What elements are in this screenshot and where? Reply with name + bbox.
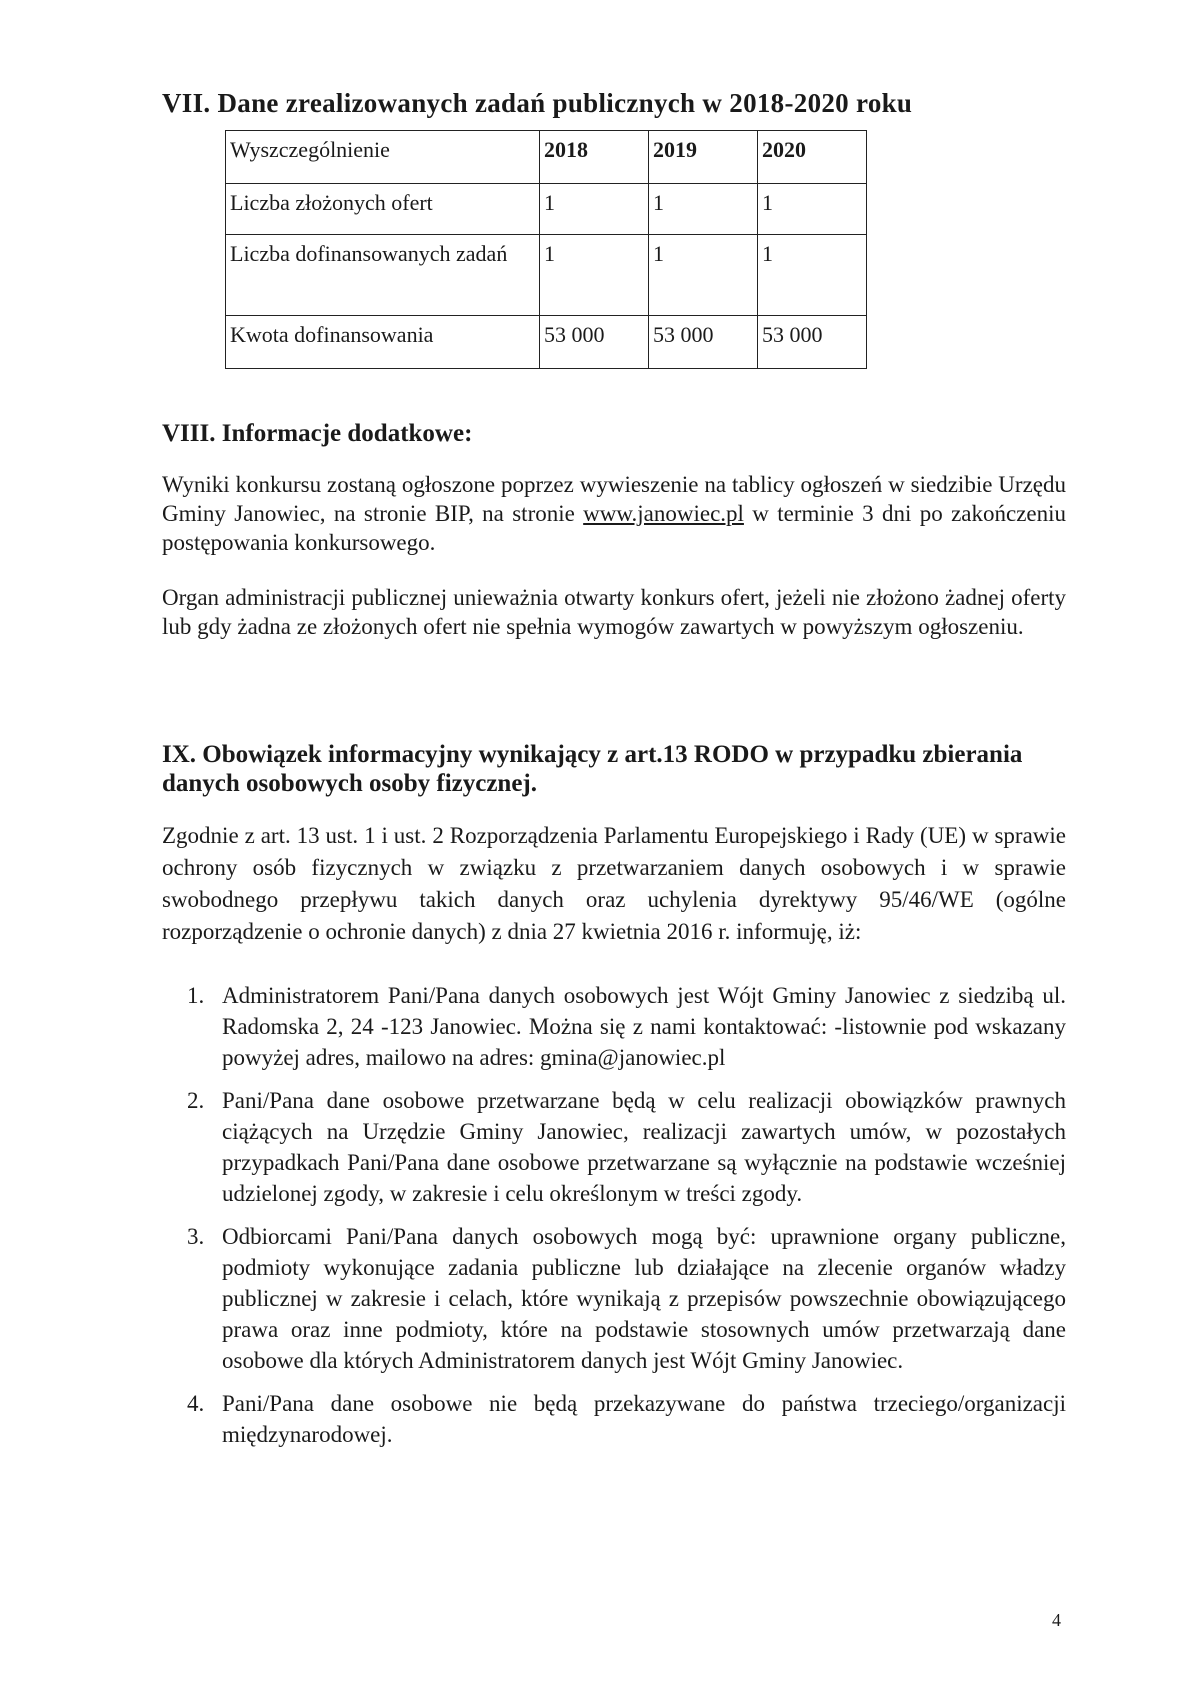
rodo-list — [162, 980, 1066, 1462]
table-cell: 53 000 — [758, 316, 867, 369]
list-item-text: Administratorem Pani/Pana danych osobowych jest Wójt Gminy Janowiec z siedzibą ul. Radomska 2, 24 -123 Janowiec. Można się z nami kontaktować: -listownie pod wskazany powyżej adres, mailowo na adres: gmina@janowiec.pl — [222, 983, 1066, 1070]
results-paragraph — [162, 470, 1066, 557]
results-text: Wyniki konkursu zostaną ogłoszone poprzez wywieszenie na tablicy ogłoszeń w siedzibie Urzędu Gminy Janowiec, na stronie BIP, na stronie — [162, 472, 1066, 526]
tasks-table — [225, 130, 867, 369]
list-item-number: 1. — [187, 983, 205, 1008]
table-row — [226, 235, 867, 316]
table-cell: 1 — [649, 235, 758, 316]
section-9-title: IX. Obowiązek informacyjny wynikający z art.13 RODO w przypadku zbierania danych osobowych osoby fizycznej. — [162, 741, 1023, 797]
table-header-cell: 2020 — [758, 131, 867, 184]
table-header-cell: 2019 — [649, 131, 758, 184]
list-item-text: Pani/Pana dane osobowe przetwarzane będą w celu realizacji obowiązków prawnych ciążących na Urzędzie Gminy Janowiec, realizacji zawartych umów, w pozostałych przypadkach Pani/Pana dane osobowe przetwarzane są wyłącznie na podstawie wcześniej udzielonej zgody, w zakresie i celu określonym w treści zgody. — [222, 1088, 1066, 1206]
list-item-number: 4. — [187, 1391, 205, 1416]
list-item — [162, 1085, 1066, 1209]
list-item — [162, 1388, 1066, 1450]
section-7-title: VII. Dane zrealizowanych zadań publicznych w 2018-2020 roku — [162, 88, 913, 118]
table-cell: 1 — [540, 235, 649, 316]
table-cell: 1 — [649, 184, 758, 235]
table-cell: 1 — [758, 235, 867, 316]
website-link[interactable]: www.janowiec.pl — [583, 501, 744, 526]
list-item — [162, 1221, 1066, 1376]
list-item-text: Odbiorcami Pani/Pana danych osobowych mogą być: uprawnione organy publiczne, podmioty wykonujące zadania publiczne lub działające na zlecenie organów władzy publicznej w zakresie i celach, które wynikają z przepisów powszechnie obowiązującego prawa oraz inne podmioty, które na podstawie stosownych umów przetwarzają dane osobowe dla których Administratorem danych jest Wójt Gminy Janowiec. — [222, 1224, 1066, 1373]
table-cell: 1 — [540, 184, 649, 235]
table-header-cell: Wyszczególnienie — [226, 131, 540, 184]
rodo-intro-paragraph: Zgodnie z art. 13 ust. 1 i ust. 2 Rozporządzenia Parlamentu Europejskiego i Rady (UE) w sprawie ochrony osób fizycznych w związku z przetwarzaniem danych osobowych i w sprawie swobodnego przepływu takich danych oraz uchylenia dyrektywy 95/46/WE (ogólne rozporządzenie o ochronie danych) z dnia 27 kwietnia 2016 r. informuję, iż: — [162, 823, 1066, 944]
list-item-text: Pani/Pana dane osobowe nie będą przekazywane do państwa trzeciego/organizacji międzynarodowej. — [222, 1391, 1066, 1447]
table-cell: Kwota dofinansowania — [226, 316, 540, 369]
table-cell: Liczba dofinansowanych zadań — [226, 235, 540, 316]
list-item-number: 2. — [187, 1088, 205, 1113]
page-number: 4 — [1052, 1610, 1061, 1630]
list-item — [162, 980, 1066, 1073]
section-8-title: VIII. Informacje dodatkowe: — [162, 420, 473, 447]
table-header-cell: 2018 — [540, 131, 649, 184]
annulment-paragraph: Organ administracji publicznej unieważnia otwarty konkurs ofert, jeżeli nie złożono żadnej oferty lub gdy żadna ze złożonych ofert nie spełnia wymogów zawartych w powyższym ogłoszeniu. — [162, 585, 1066, 639]
table-header-row — [226, 131, 867, 184]
table-cell: 1 — [758, 184, 867, 235]
list-item-number: 3. — [187, 1224, 205, 1249]
table-row — [226, 316, 867, 369]
table-cell: 53 000 — [649, 316, 758, 369]
results-text-tail: w terminie 3 dni po zakończeniu postępowania konkursowego. — [162, 501, 1066, 555]
table-cell: 53 000 — [540, 316, 649, 369]
table-cell: Liczba złożonych ofert — [226, 184, 540, 235]
table-row — [226, 184, 867, 235]
